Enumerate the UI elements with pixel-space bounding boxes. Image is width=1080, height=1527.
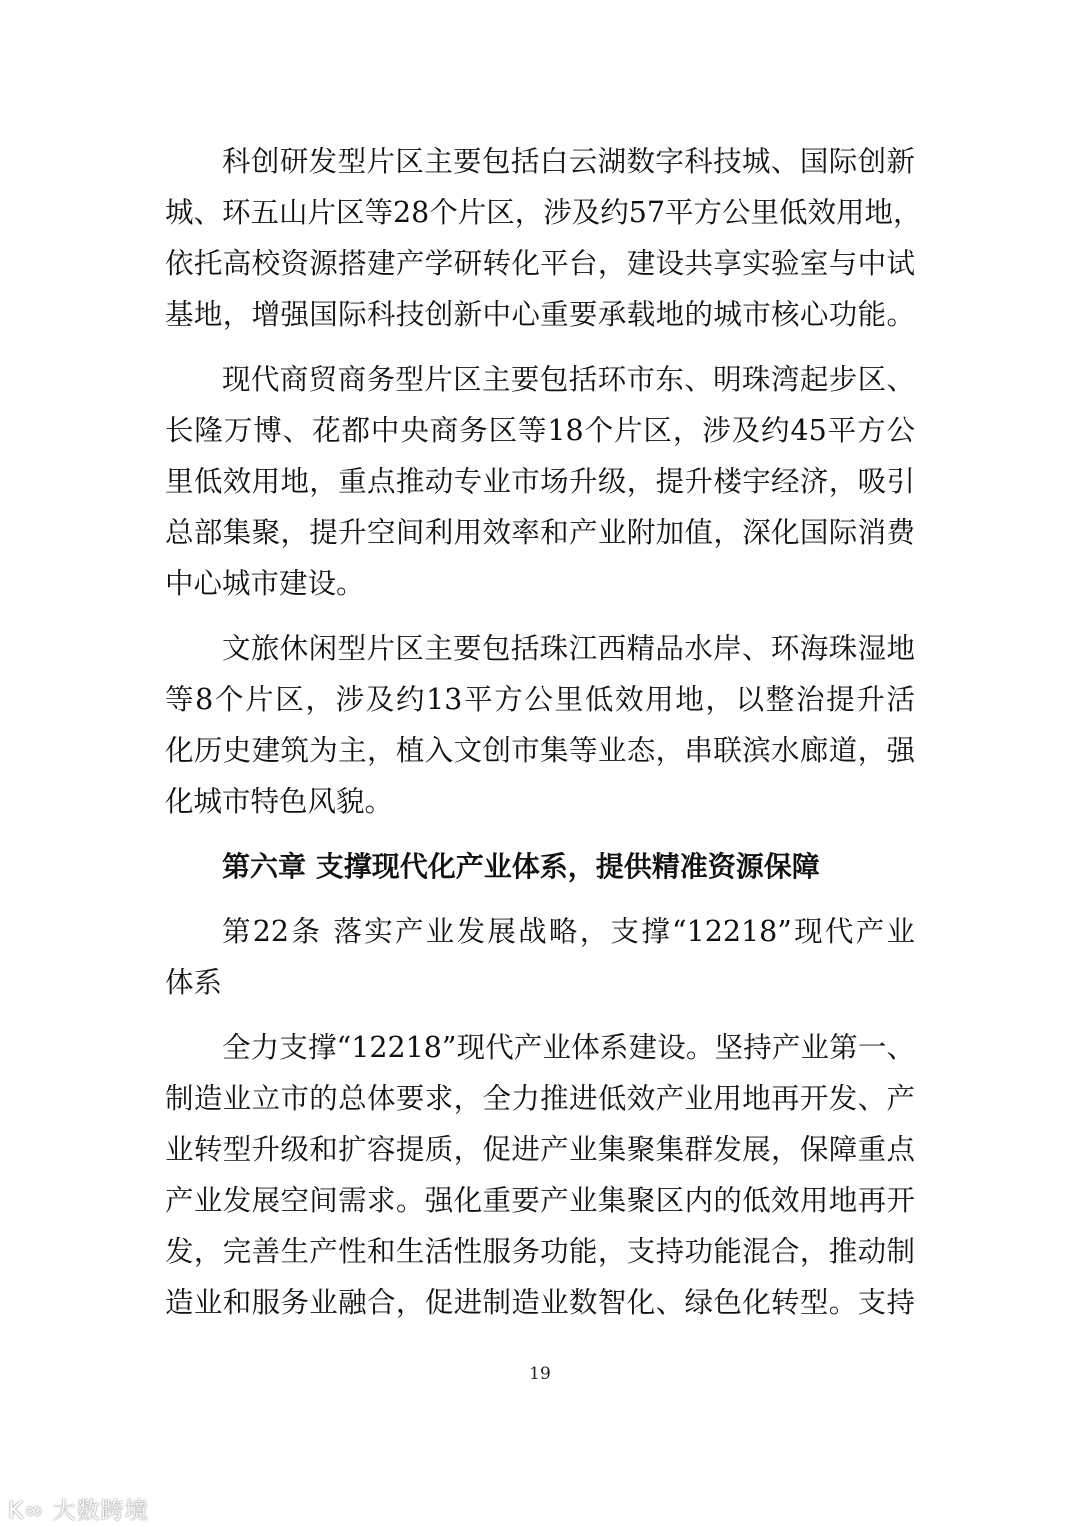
text-line: 第22条 落实产业发展战略，支撑“12218”现代产业 xyxy=(222,915,915,948)
text-line: 里低效用地，重点推动专业市场升级，提升楼宇经济，吸引 xyxy=(165,465,915,498)
text-line: 中心城市建设。 xyxy=(165,567,365,600)
document-body xyxy=(165,136,922,1342)
text-line: 造业和服务业融合，促进制造业数智化、绿色化转型。支持 xyxy=(165,1286,915,1319)
text-line: 业转型升级和扩容提质，促进产业集聚集群发展，保障重点 xyxy=(165,1133,915,1166)
text-line: 发，完善生产性和生活性服务功能，支持功能混合，推动制 xyxy=(165,1235,915,1268)
text-line: 基地，增强国际科技创新中心重要承载地的城市核心功能。 xyxy=(165,298,915,331)
text-line: 化城市特色风貌。 xyxy=(165,785,394,818)
text-line: 现代商贸商务型片区主要包括环市东、明珠湾起步区、 xyxy=(222,363,915,396)
text-line: 长隆万博、花都中央商务区等18个片区，涉及约45平方公 xyxy=(165,414,915,447)
text-line: 总部集聚，提升空间利用效率和产业附加值，深化国际消费 xyxy=(165,516,915,549)
chapter-heading: 第六章 支撑现代化产业体系，提供精准资源保障 xyxy=(222,850,820,883)
paragraph-industry-support xyxy=(165,1022,915,1328)
paragraph-tourism xyxy=(165,623,915,827)
paragraph-tech-innovation xyxy=(165,136,922,340)
text-line: 城、环五山片区等28个片区，涉及约57平方公里低效用地， xyxy=(165,196,922,229)
text-line: 科创研发型片区主要包括白云湖数字科技城、国际创新 xyxy=(222,145,915,178)
logo-icon: K∞ xyxy=(8,1498,53,1524)
text-line: 产业发展空间需求。强化重要产业集聚区内的低效用地再开 xyxy=(165,1184,915,1217)
text-line: 制造业立市的总体要求，全力推进低效产业用地再开发、产 xyxy=(165,1082,915,1115)
text-line: 化历史建筑为主，植入文创市集等业态，串联滨水廊道，强 xyxy=(165,734,915,767)
text-line: 体系 xyxy=(165,966,223,999)
text-line: 等8个片区，涉及约13平方公里低效用地，以整治提升活 xyxy=(165,683,915,716)
watermark-text: 大数跨境 xyxy=(52,1498,149,1524)
text-line: 文旅休闲型片区主要包括珠江西精品水岸、环海珠湿地 xyxy=(222,632,915,665)
article-title xyxy=(165,906,915,1008)
watermark-logo xyxy=(8,1492,149,1525)
paragraph-commerce xyxy=(165,354,915,609)
page-number: 19 xyxy=(529,1364,551,1384)
text-line: 全力支撑“12218”现代产业体系建设。坚持产业第一、 xyxy=(222,1031,915,1064)
text-line: 依托高校资源搭建产学研转化平台，建设共享实验室与中试 xyxy=(165,247,915,280)
